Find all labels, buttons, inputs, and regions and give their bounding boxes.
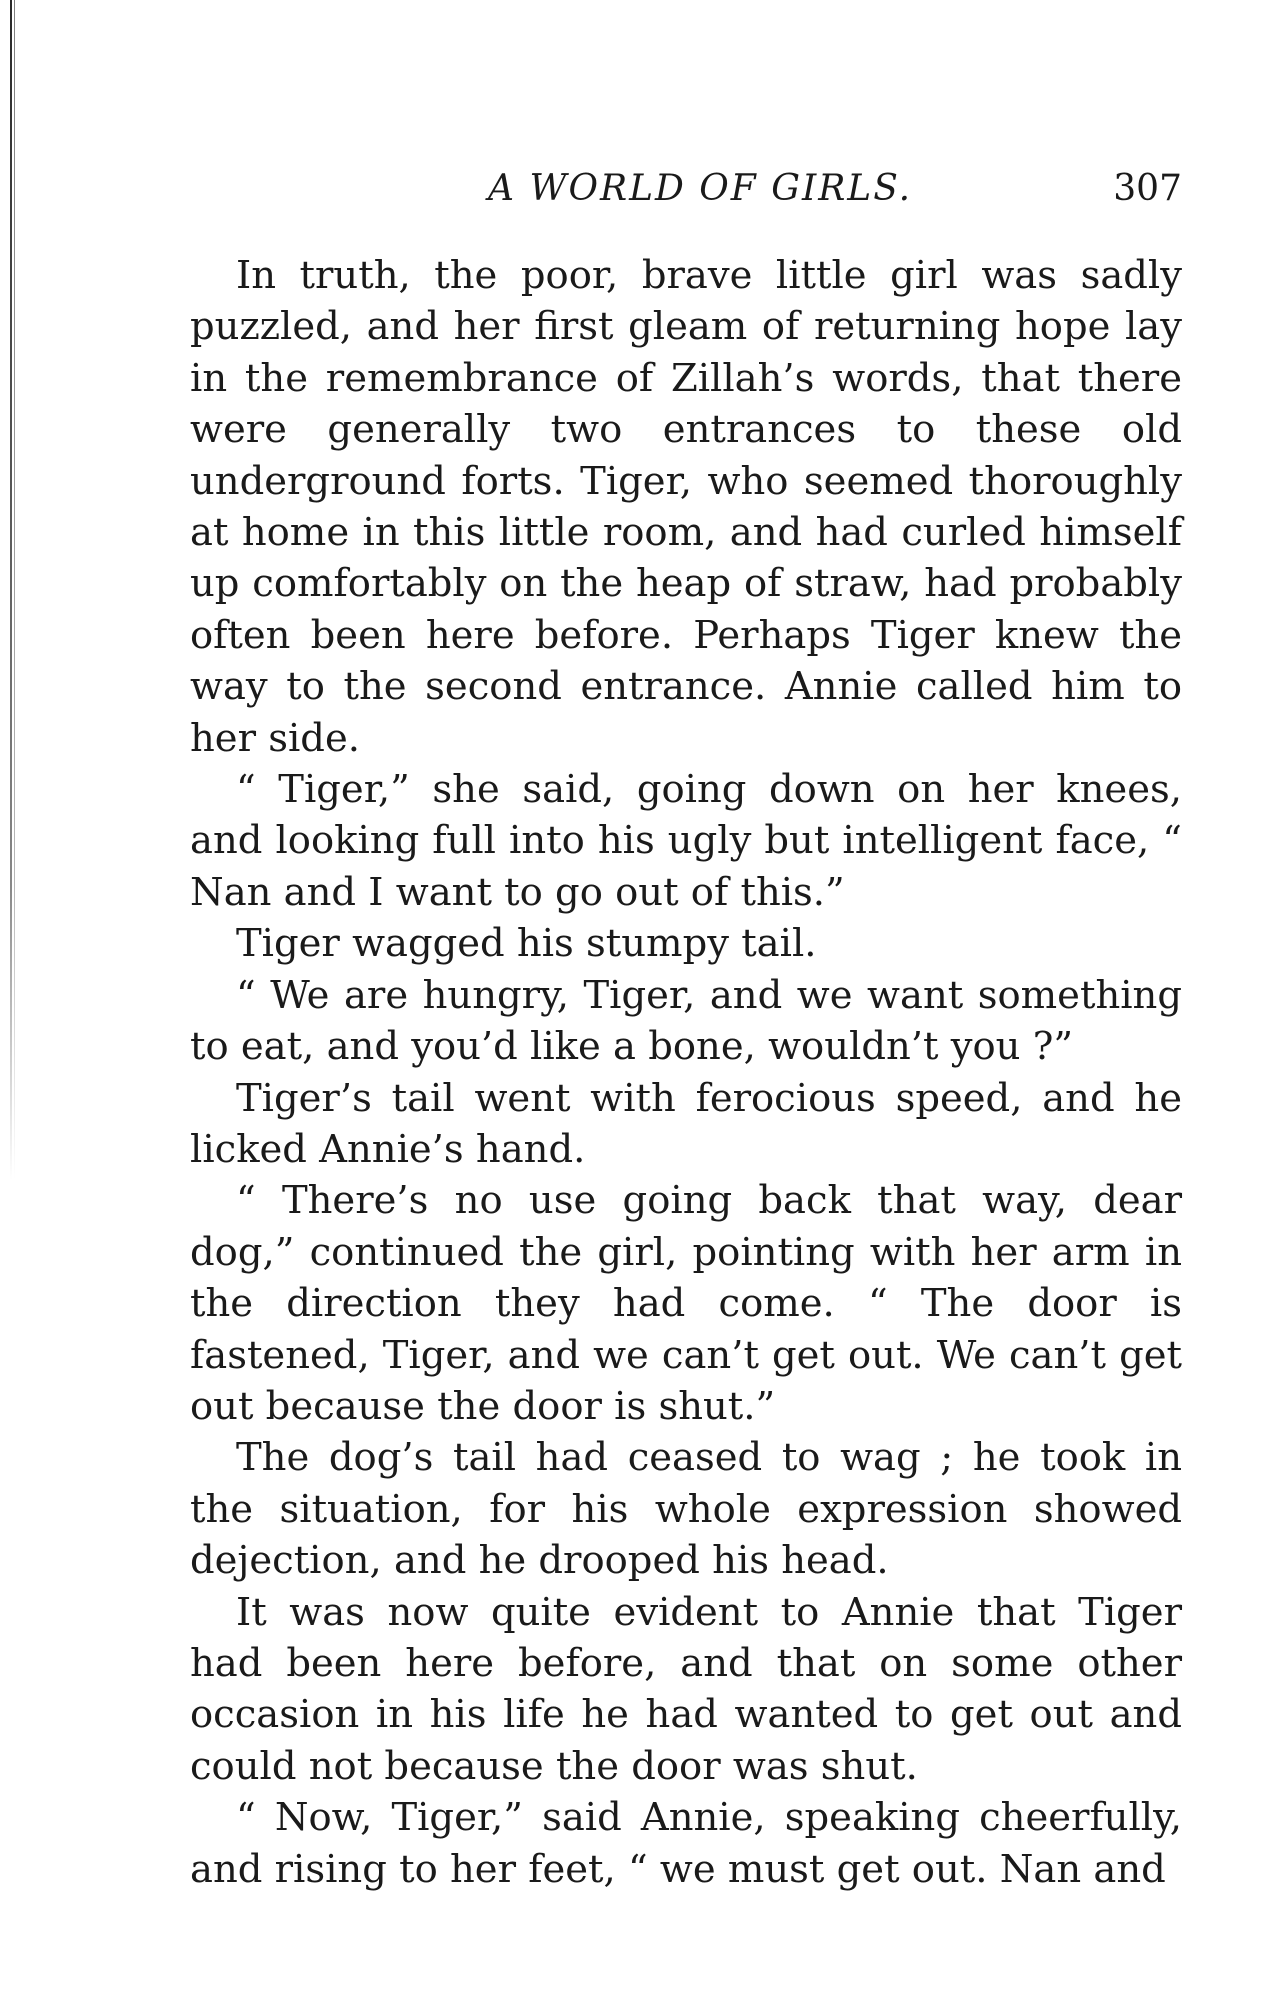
paragraph-5: Tiger’s tail went with ferocious speed, and he licked Annie’s hand.: [190, 1075, 1182, 1172]
paragraph-6: “ There’s no use going back that way, dear dog,” continued the girl, pointing with her arm in the direction they had come. “ The door is fastened, Tiger, and we can’t get out. We can’t get out because the door is shut.”: [190, 1178, 1182, 1429]
running-head: [190, 168, 1182, 218]
paragraph-2: “ Tiger,” she said, going down on her knees, and looking full into his ugly but intelligent face, “ Nan and I want to go out of this.”: [190, 767, 1182, 915]
paragraph-1: In truth, the poor, brave little girl was sadly puzzled, and her first gleam of returning hope lay in the remembrance of Zillah’s words, that there were generally two entrances to these old underground forts. Tiger, who seemed thoroughly at home in this little room, and had curled himself up comfortably on the heap of straw, had probably often been here before. Perhaps Tiger knew the way to the second entrance. Annie called him to her side.: [190, 253, 1182, 761]
page-gutter-shadow: [14, 0, 15, 1180]
paragraph-3: Tiger wagged his stumpy tail.: [236, 921, 817, 967]
paragraph-7: The dog’s tail had ceased to wag ; he took in the situation, for his whole expression showed dejection, and he drooped his head.: [190, 1435, 1182, 1584]
page-gutter-edge: [10, 0, 12, 1180]
paragraph-4: “ We are hungry, Tiger, and we want something to eat, and you’d like a bone, wouldn’t you ?”: [190, 972, 1182, 1070]
body-text: [190, 250, 1182, 1895]
page-number: 307: [1113, 168, 1182, 209]
paragraph-8: It was now quite evident to Annie that Tiger had been here before, and that on some other occasion in his life he had wanted to get out and could not because the door was shut.: [190, 1589, 1182, 1789]
paragraph-9: “ Now, Tiger,” said Annie, speaking cheerfully, and rising to her feet, “ we must get out. Nan and: [190, 1795, 1182, 1892]
running-title: A WORLD OF GIRLS.: [488, 168, 913, 209]
